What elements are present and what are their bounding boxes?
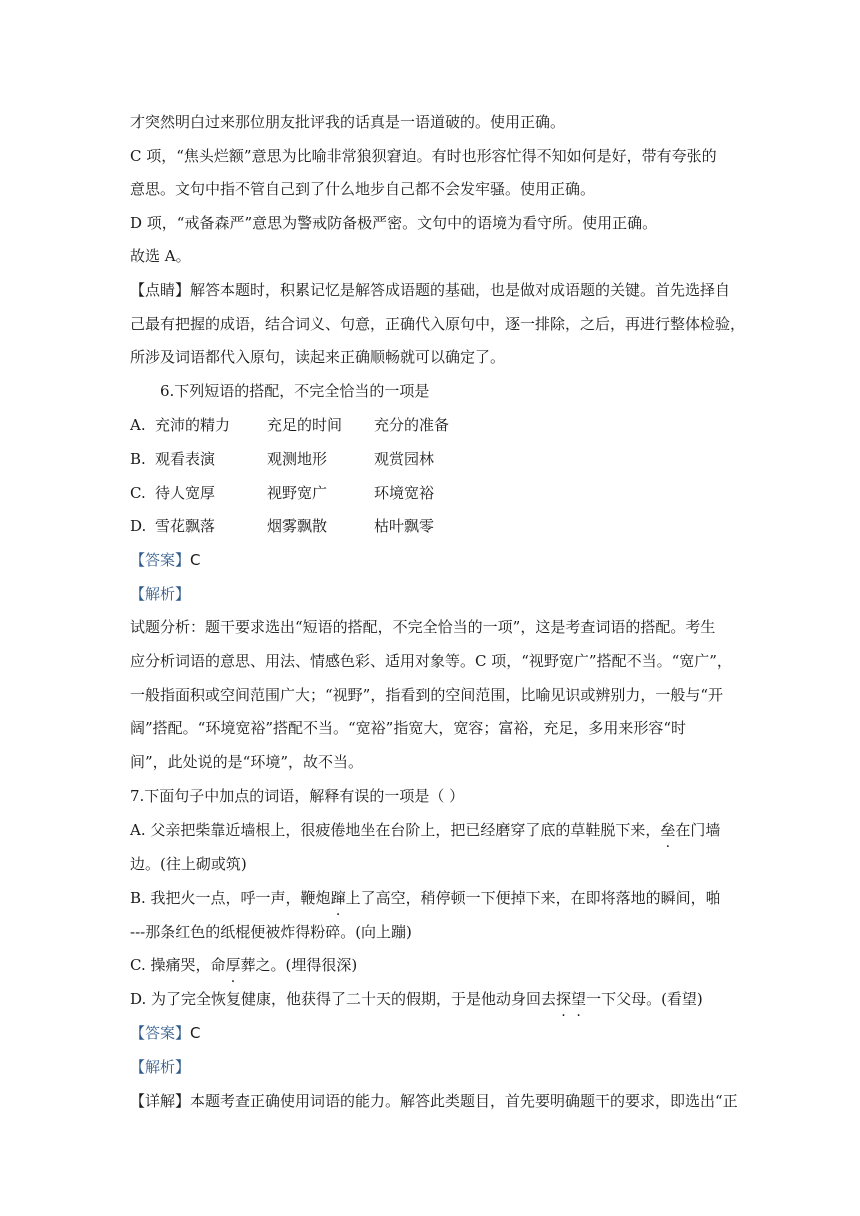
q7-analysis-label: [130, 1057, 730, 1077]
option-phrase: 充沛的精力: [155, 416, 231, 434]
text-line: 故选 A。: [130, 247, 191, 265]
option-label: A.: [130, 416, 146, 434]
q7-option-d: [130, 989, 730, 1009]
q7-option-a-line2: 边。(往上砌或筑): [130, 855, 247, 873]
answer-label: 【答案】: [130, 551, 191, 569]
emphasis-dot-char: 望: [571, 990, 587, 1008]
option-phrase: 枯叶飘零: [374, 517, 435, 535]
option-phrase: 环境宽裕: [374, 484, 435, 502]
analysis-line: 一般指面积或空间范围广大；“视野”，指看到的空间范围，比喻见识或辨别力，一般与“开: [130, 686, 724, 704]
option-text: A. 父亲把柴靠近墙根上，很疲倦地坐在台阶上，把已经磨穿了底的草鞋脱下来，: [130, 821, 661, 839]
option-text: 上了高空，稍停顿一下便掉下来，在即将落地的瞬间，啪: [345, 889, 721, 907]
option-label: B.: [130, 450, 146, 468]
q7-option-c: [130, 955, 730, 975]
option-text: 葬之。(埋得很深): [240, 956, 358, 974]
option-phrase: 充分的准备: [374, 416, 450, 434]
emphasis-dot-char: 探: [556, 990, 572, 1008]
tip-line: 己最有把握的成语，结合词义、句意，正确代入原句中，逐一排除，之后，再进行整体检验，: [130, 315, 746, 333]
q7-option-b: [130, 888, 730, 908]
option-phrase: 观看表演: [155, 450, 216, 468]
emphasis-dot-char: 蹿: [330, 889, 346, 907]
tip-text: 解答本题时，积累记忆是解答成语题的基础，也是做对成语题的关键。首先选择自: [190, 281, 731, 299]
analysis-label: 【解析】: [130, 585, 191, 603]
option-text: B. 我把火一点，呼一声，鞭炮: [130, 889, 331, 907]
q6-analysis-label: [130, 584, 730, 604]
q7-detail: [130, 1091, 738, 1111]
detail-text: 本题考查正确使用词语的能力。解答此类题目，首先要明确题干的要求，即选出“正: [190, 1092, 738, 1110]
analysis-label: 【解析】: [130, 1058, 191, 1076]
emphasis-dot-char: 垒: [660, 821, 676, 839]
q7-answer: [130, 1023, 730, 1043]
answer-value: C: [190, 551, 201, 569]
tip-line: 所涉及词语都代入原句，读起来正确顺畅就可以确定了。: [130, 348, 506, 366]
text-line: D 项，“戒备森严”意思为警戒防备极严密。文句中的语境为看守所。使用正确。: [130, 214, 658, 232]
option-phrase: 充足的时间: [267, 416, 343, 434]
q7-option-b-line2: ---那条红色的纸棍便被炸得粉碎。(向上蹦): [130, 923, 412, 941]
answer-value: C: [190, 1024, 201, 1042]
q7-option-a: [130, 820, 730, 840]
option-text: 一下父母。(看望): [586, 990, 703, 1008]
option-text: D. 为了完全恢复健康，他获得了二十天的假期，于是他动身回去: [130, 990, 557, 1008]
option-label: D.: [130, 517, 147, 535]
text-line: C 项，“焦头烂额”意思为比喻非常狼狈窘迫。有时也形容忙得不知如何是好，带有夸张的: [130, 147, 717, 165]
analysis-line: 应分析词语的意思、用法、情感色彩、适用对象等。C 项，“视野宽广”搭配不当。“宽广”，: [130, 652, 732, 670]
option-phrase: 视野宽广: [267, 484, 328, 502]
tip-first-line: [130, 280, 730, 300]
option-phrase: 观测地形: [267, 450, 328, 468]
text-line: 才突然明白过来那位朋友批评我的话真是一语道破的。使用正确。: [130, 113, 566, 131]
option-phrase: 待人宽厚: [155, 484, 216, 502]
option-phrase: 烟雾飘散: [267, 517, 328, 535]
option-phrase: 观赏园林: [374, 450, 435, 468]
text-line: 意思。文句中指不管自己到了什么地步自己都不会发牢骚。使用正确。: [130, 180, 596, 198]
question-7-stem: 7.下面句子中加点的词语，解释有误的一项是（ ）: [130, 787, 465, 805]
analysis-line: 阔”搭配。“环境宽裕”搭配不当。“宽裕”指宽大，宽容；富裕，充足，多用来形容“时: [130, 719, 687, 737]
option-phrase: 雪花飘落: [155, 517, 216, 535]
option-text: C. 操痛哭，命: [130, 956, 226, 974]
answer-label: 【答案】: [130, 1024, 191, 1042]
option-label: C.: [130, 484, 146, 502]
detail-label: 【详解】: [130, 1092, 191, 1110]
emphasis-dot-char: 厚: [225, 956, 241, 974]
option-text: 在门墙: [675, 821, 721, 839]
analysis-line: 试题分析：题干要求选出“短语的搭配，不完全恰当的一项”，这是考查词语的搭配。考生: [130, 618, 716, 636]
tip-label: 【点睛】: [130, 281, 191, 299]
analysis-line: 间”，此处说的是“环境”，故不当。: [130, 753, 364, 771]
q6-answer: [130, 550, 730, 570]
question-6-stem: 6.下列短语的搭配，不完全恰当的一项是: [160, 382, 430, 400]
